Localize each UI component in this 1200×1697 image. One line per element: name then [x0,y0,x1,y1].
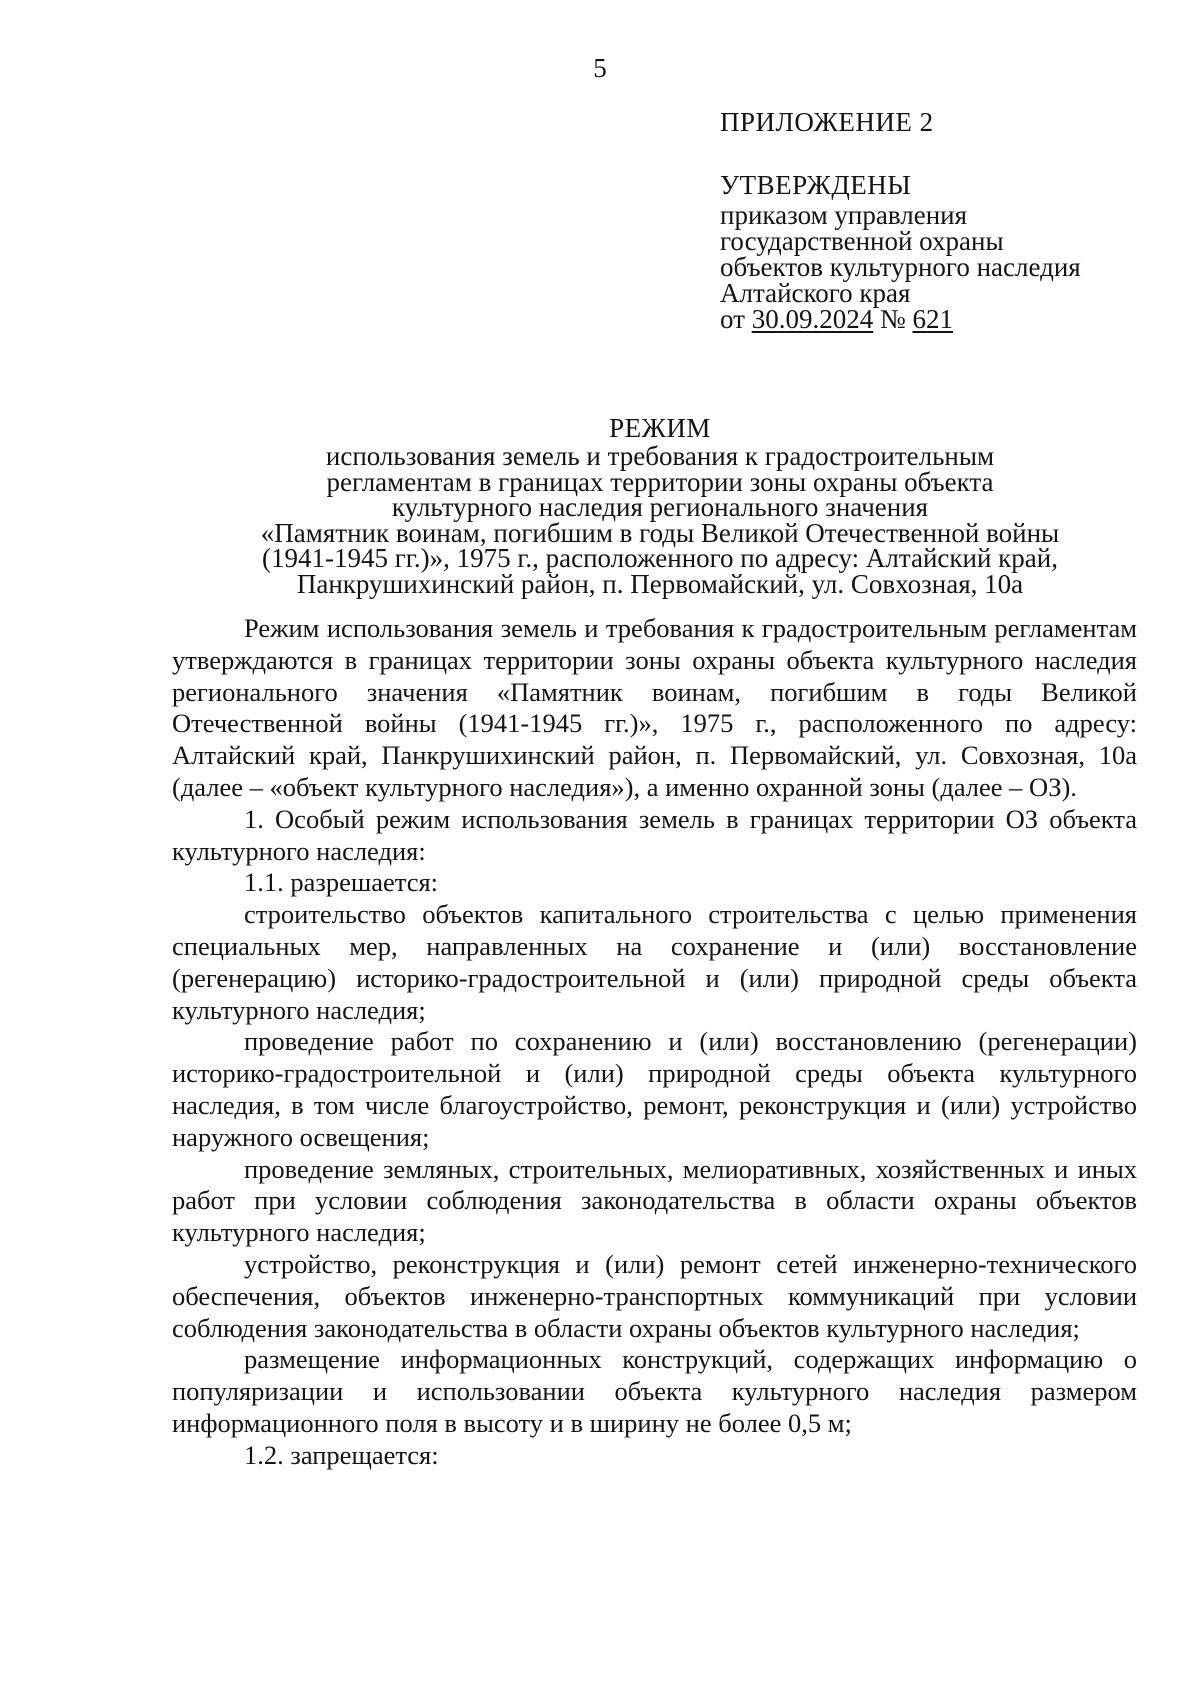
approval-number: 621 [912,304,953,334]
approval-line-1: приказом управления [720,200,968,230]
approval-line-2: государственной охраны [720,226,1004,256]
heading-line: использования земель и требования к градостроительным [325,441,995,471]
approval-block [720,168,1081,332]
subsection-1-1-heading: 1.1. разрешается: [244,867,439,898]
approval-order-line [720,306,1081,332]
approval-line-4: Алтайского края [720,278,911,308]
allowed-item: строительство объектов капитального строительства с целью применения специальных мер, направленных на сохранение и (или) восстановление (регенерацию) историко-градостроительной и (или) природной среды объекта культурного наследия; [172,899,1137,1025]
approval-date: 30.09.2024 [751,304,874,334]
approval-title: УТВЕРЖДЕНЫ [720,170,912,200]
section-1-paragraph: 1. Особый режим использования земель в границах территории ОЗ объекта культурного наследия: [172,803,1137,866]
document-body [172,613,1137,1472]
allowed-item: устройство, реконструкция и (или) ремонт сетей инженерно-технического обеспечения, объектов инженерно-транспортных коммуникаций при условии соблюдения законодательства в области охраны объектов культурного наследия; [172,1248,1137,1343]
heading-line: «Памятник воинам, погибшим в годы Великой Отечественной войны [260,517,1060,548]
heading-title: РЕЖИМ [609,413,711,443]
appendix-label: ПРИЛОЖЕНИЕ 2 [720,107,934,137]
allowed-item: проведение работ по сохранению и (или) восстановлению (регенерации) историко-градостроительной и (или) природной среды объекта культурного наследия, в том числе благоустройство, ремонт, реконструкция и (или) устройство наружного освещения; [172,1026,1137,1152]
approval-date-prefix: от [720,304,745,334]
heading-line: культурного наследия регионального значения [391,492,929,522]
heading-line: регламентам в границах территории зоны охраны объекта [326,466,994,497]
subsection-1-2-heading: 1.2. запрещается: [244,1439,439,1470]
document-heading [160,412,1160,597]
heading-line: Панкрушихинский район, п. Первомайский, ул. Совхозная, 10а [296,568,1024,599]
approval-number-sign: № [879,304,906,334]
approval-line-3: объектов культурного наследия [720,252,1081,282]
intro-paragraph: Режим использования земель и требования к градостроительным регламентам утверждаются в границах территории зоны охраны объекта культурного наследия регионального значения «Памятник воинам, погибшим в годы Великой Отечественной войны (1941-1945 гг.)», 1975 г., расположенного по адресу: Алтайский край, Панкрушихинский район, п. Первомайский, ул. Совхозная, 10а (далее – «объект культурного наследия»), а именно охранной зоны (далее – ОЗ). [172,613,1137,802]
allowed-item: размещение информационных конструкций, содержащих информацию о популяризации и использовании объекта культурного наследия размером информационного поля в высоту и в ширину не более 0,5 м; [172,1344,1137,1438]
allowed-item: проведение земляных, строительных, мелиоративных, хозяйственных и иных работ при условии соблюдения законодательства в области охраны объектов культурного наследия; [172,1153,1137,1248]
heading-line: (1941-1945 гг.)», 1975 г., расположенного по адресу: Алтайский край, [262,543,1058,573]
page-number: 5 [593,53,607,83]
